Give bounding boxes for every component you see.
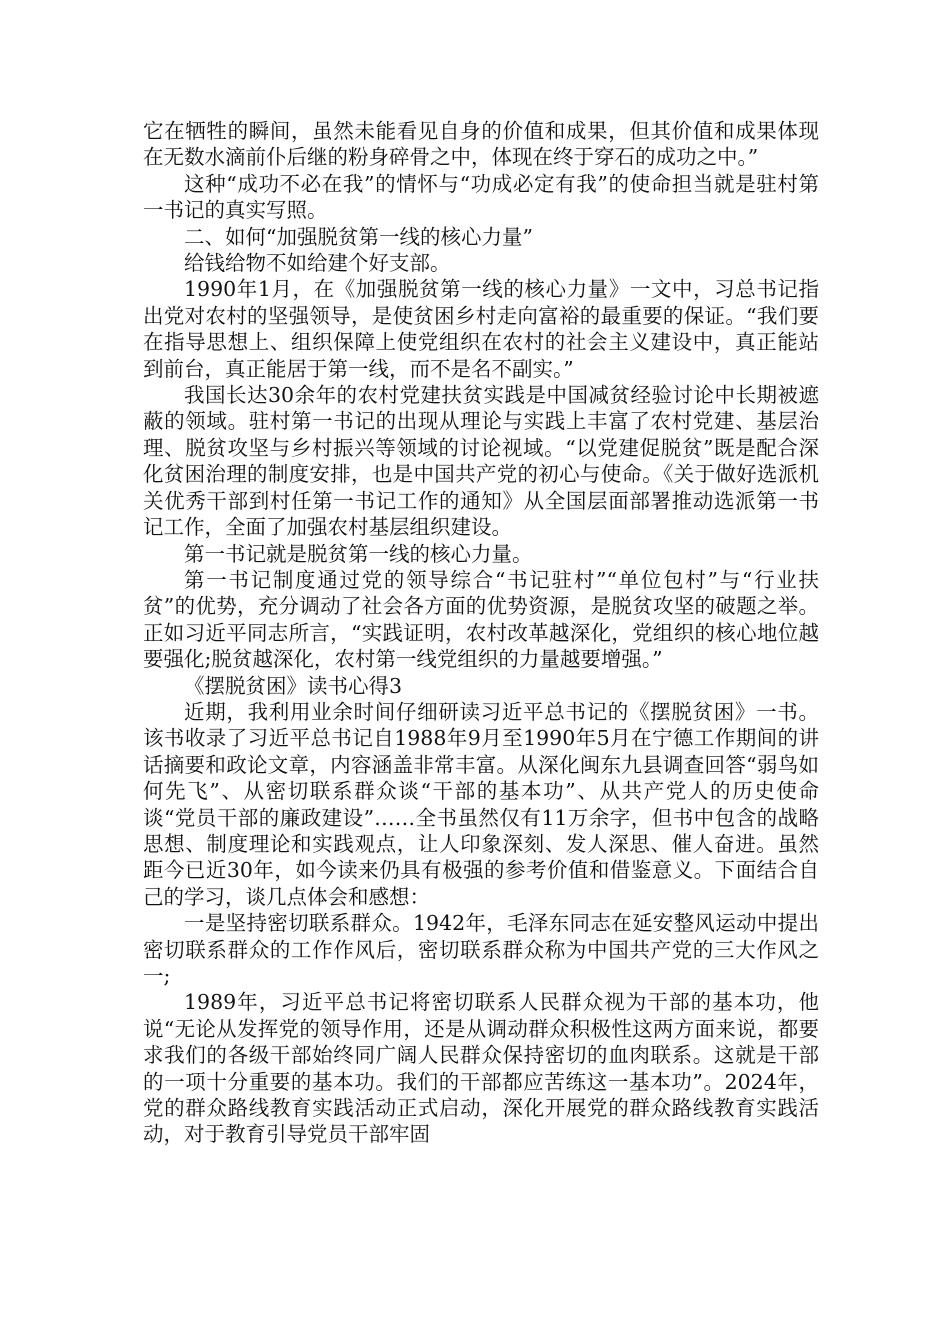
document-page [143, 118, 819, 1148]
paragraph-2: 这种“成功不必在我”的情怀与“功成必定有我”的使命担当就是驻村第一书记的真实写照。 [143, 171, 819, 223]
paragraph-11: 一是坚持密切联系群众。1942年，毛泽东同志在延安整风运动中提出密切联系群众的工作作风后，密切联系群众称为中国共产党的三大作风之一; [143, 911, 819, 988]
paragraph-4: 给钱给物不如给建个好支部。 [184, 251, 451, 276]
paragraph-6: 我国长达30余年的农村党建扶贫实践是中国减贫经验讨论中长期被遮蔽的领域。驻村第一书记的出现从理论与实践上丰富了农村党建、基层治理、脱贫攻坚与乡村振兴等领域的讨论视域。“以党建促脱贫”既是配合深化贫困治理的制度安排，也是中国共产党的初心与使命。《关于做好选派机关优秀干部到村任第一书记工作的通知》从全国层面部署推动选派第一书记工作，全面了加强农村基层组织建设。 [143, 383, 819, 540]
paragraph-12: 1989年，习近平总书记将密切联系人民群众视为干部的基本功，他说“无论从发挥党的领导作用，还是从调动群众积极性这两方面来说，都要求我们的各级干部始终同广阔人民群众保持密切的血肉联系。这就是干部的一项十分重要的基本功。我们的干部都应苦练这一基本功”。2024年，党的群众路线教育实践活动正式启动，深化开展党的群众路线教育实践活动，对于教育引导党员干部牢固 [143, 990, 819, 1147]
section-heading-2: 二、如何“加强脱贫第一线的核心力量” [184, 224, 533, 249]
section-heading-3: 《摆脱贫困》读书心得3 [184, 673, 403, 698]
paragraph-10: 近期，我利用业余时间仔细研读习近平总书记的《摆脱贫困》一书。该书收录了习近平总书记自1988年9月至1990年5月在宁德工作期间的讲话摘要和政论文章，内容涵盖非常丰富。从深化闽东九县调查回答“弱鸟如何先飞”、从密切联系群众谈“干部的基本功”、从共产党人的历史使命谈“党员干部的廉政建设”……全书虽然仅有11万余字，但书中包含的战略思想、制度理论和实践观点，让人印象深刻、发人深思、催人奋进。虽然距今已近30年，如今读来仍具有极强的参考价值和借鉴意义。下面结合自己的学习，谈几点体会和感想： [143, 699, 819, 909]
paragraph-8: 第一书记制度通过党的领导综合“书记驻村”“单位包村”与“行业扶贫”的优势，充分调动了社会各方面的优势资源，是脱贫攻坚的破题之举。正如习近平同志所言，“实践证明，农村改革越深化，党组织的核心地位越要强化;脱贫越深化，农村第一线党组织的力量越要增强。” [143, 567, 819, 672]
paragraph-1: 它在牺牲的瞬间，虽然未能看见自身的价值和成果，但其价值和成果体现在无数水滴前仆后继的粉身碎骨之中，体现在终于穿石的成功之中。” [143, 119, 819, 170]
paragraph-5: 1990年1月，在《加强脱贫第一线的核心力量》一文中，习总书记指出党对农村的坚强领导，是使贫困乡村走向富裕的最重要的保证。“我们要在指导思想上、组织保障上使党组织在农村的社会主义建设中，真正能站到前台，真正能居于第一线，而不是名不副实。” [143, 277, 819, 381]
paragraph-7: 第一书记就是脱贫第一线的核心力量。 [184, 541, 533, 566]
